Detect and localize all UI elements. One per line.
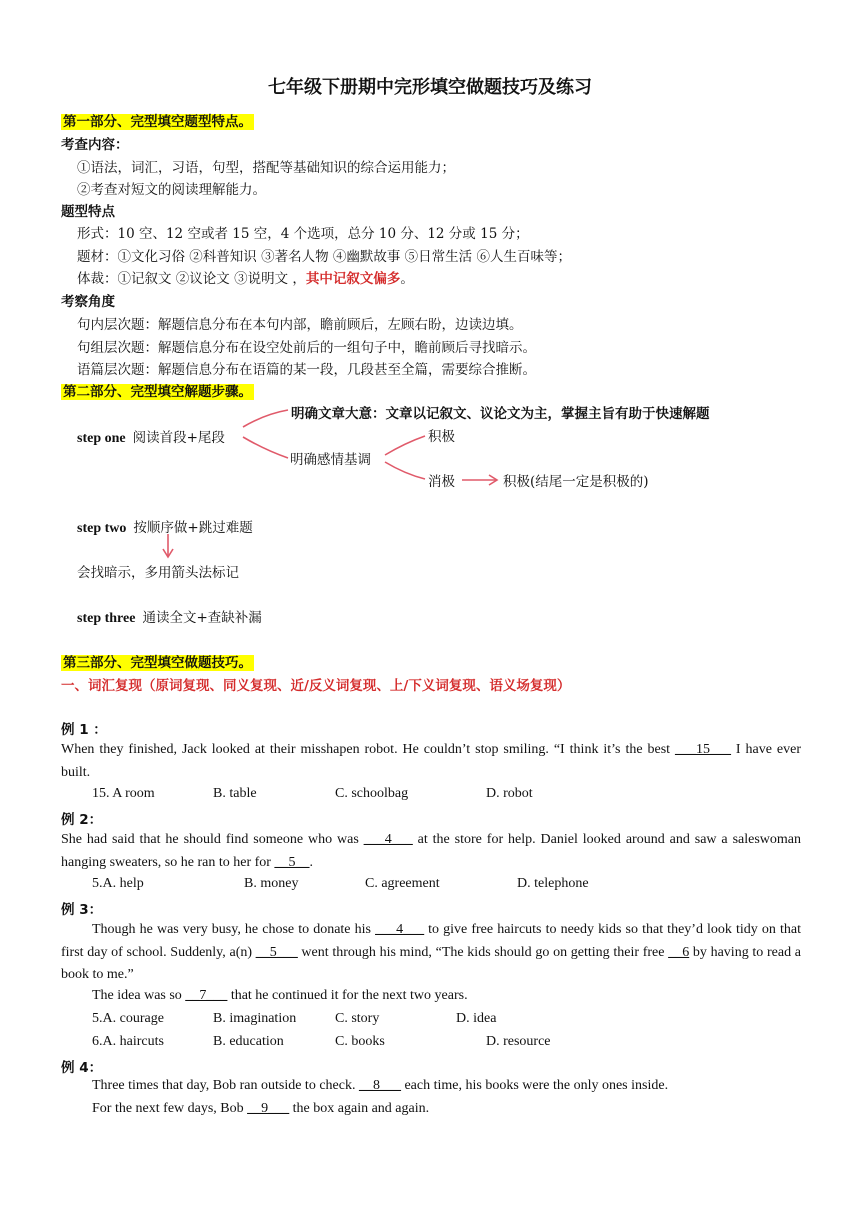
ex2-label: 例 2： <box>61 812 103 828</box>
angle-item-1: 句内层次题：解题信息分布在本句内部，瞻前顾后，左顾右盼，边读边填。 <box>77 317 523 333</box>
positive-label: 积极 <box>428 429 455 445</box>
ex1-blank: ___15___ <box>674 742 731 757</box>
ex1-option-b: B. table <box>213 786 257 801</box>
step-two: step two 按顺序做+跳过难题 <box>77 520 253 536</box>
ex1-option-d: D. robot <box>486 786 533 801</box>
ex4-label: 例 4： <box>61 1060 103 1076</box>
ex3-blank-6: __6 <box>668 944 690 960</box>
part3-heading: 第三部分、完型填空做题技巧。 <box>63 655 252 671</box>
ex2-option-d: D. telephone <box>517 876 589 891</box>
ex3-q6-option-c: C. books <box>335 1034 385 1049</box>
arrow-to-emotion <box>243 437 288 458</box>
genre-highlight: 其中记叙文偏多 <box>305 271 401 287</box>
ex2-option-c: C. agreement <box>365 876 440 891</box>
ex3-q6-option-d: D. resource <box>486 1034 551 1049</box>
part3-subheading: 一、词汇复现（原词复现、同义复现、近/反义词复现、上/下义词复现、语义场复现） <box>61 678 571 694</box>
ex3-blank-7: __7___ <box>185 988 228 1003</box>
ex3-q5-option-d: D. idea <box>456 1011 497 1026</box>
step-one: step one 阅读首段+尾段 <box>77 430 225 446</box>
ex3-line-2: The idea was so __7___ that he continued it for the next two years. <box>92 988 468 1003</box>
ex4-blank-9: __9___ <box>247 1101 290 1116</box>
negative-label: 消极 <box>428 474 455 490</box>
content-item-2: ②考查对短文的阅读理解能力。 <box>77 182 266 198</box>
arrow-to-main <box>243 410 288 427</box>
step-two-note: 会找暗示，多用箭头法标记 <box>77 565 239 581</box>
content-item-1: ①语法，词汇，习语，句型，搭配等基础知识的综合运用能力； <box>77 160 455 176</box>
theme-line: 题材：①文化习俗 ②科普知识 ③著名人物 ④幽默故事 ⑤日常生活 ⑥人生百味等； <box>77 249 571 265</box>
negative-result: 积极(结尾一定是积极的) <box>503 474 649 490</box>
ex1-paragraph: When they finished, Jack looked at their misshapen robot. He couldn’t stop smiling. “I think it’s the best ___15___ I have ever built. <box>61 742 801 780</box>
ex1-option-c: C. schoolbag <box>335 786 409 801</box>
genre-line: 体裁：①记叙文 ②议论文 ③说明文 ，其中记叙文偏多。 <box>77 271 414 287</box>
page-title: 七年级下册期中完形填空做题技巧及练习 <box>268 77 592 98</box>
ex4-line-1: Three times that day, Bob ran outside to check. __8___ each time, his books were the only ones inside. <box>92 1078 669 1093</box>
ex2-option-a: 5.A. help <box>92 876 144 891</box>
ex2-option-b: B. money <box>244 876 299 891</box>
arrow-to-positive <box>385 436 425 455</box>
ex3-label: 例 3： <box>61 902 103 918</box>
ex2-paragraph: She had said that he should find someone who was ___4___ at the store for help. Daniel looked around and saw a saleswoman hanging sweaters, so he ran to her for __5__. <box>61 832 801 870</box>
features-heading: 题型特点 <box>61 204 115 220</box>
angle-heading: 考察角度 <box>61 294 115 310</box>
arrow-to-negative <box>385 462 425 479</box>
part2-heading: 第二部分、完型填空解题步骤。 <box>63 384 252 400</box>
ex3-q5-option-a: 5.A. courage <box>92 1011 164 1026</box>
ex3-paragraph: Though he was very busy, he chose to donate his ___4___ to give free haircuts to needy kids so that they’d look tidy on that first day of school. Suddenly, a(n) __5___ went through his mind, “The kids should go on getting their free __6 by having to read a book to me.” <box>61 922 801 982</box>
ex3-q5-option-b: B. imagination <box>213 1011 297 1026</box>
ex3-blank-5: __5___ <box>255 944 298 960</box>
step-three: step three 通读全文+查缺补漏 <box>77 610 262 626</box>
part1-heading: 第一部分、完型填空题型特点。 <box>63 114 252 130</box>
ex3-blank-4: ___4___ <box>375 922 425 937</box>
angle-item-3: 语篇层次题：解题信息分布在语篇的某一段，几段甚至全篇，需要综合推断。 <box>77 362 536 378</box>
branch-main: 明确文章大意：文章以记叙文、议论文为主，掌握主旨有助于快速解题 <box>291 406 710 422</box>
ex3-q5-option-c: C. story <box>335 1011 380 1026</box>
branch-emotion: 明确感情基调 <box>290 452 371 468</box>
ex2-blank-4: ___4___ <box>363 832 413 847</box>
ex1-label: 例 1 ： <box>61 722 107 738</box>
ex2-blank-5: __5__ <box>274 854 310 870</box>
ex1-option-a: 15. A room <box>92 786 155 801</box>
content-heading: 考查内容： <box>61 137 129 153</box>
ex3-q6-option-a: 6.A. haircuts <box>92 1034 164 1049</box>
ex4-blank-8: __8___ <box>358 1078 401 1093</box>
ex4-line-2: For the next few days, Bob __9___ the box again and again. <box>92 1101 430 1116</box>
ex3-q6-option-b: B. education <box>213 1034 284 1049</box>
form-line: 形式：10 空、12 空或者 15 空，4 个选项，总分 10 分、12 分或 15 分； <box>77 226 529 242</box>
angle-item-2: 句组层次题：解题信息分布在设空处前后的一组句子中，瞻前顾后寻找暗示。 <box>77 340 536 356</box>
